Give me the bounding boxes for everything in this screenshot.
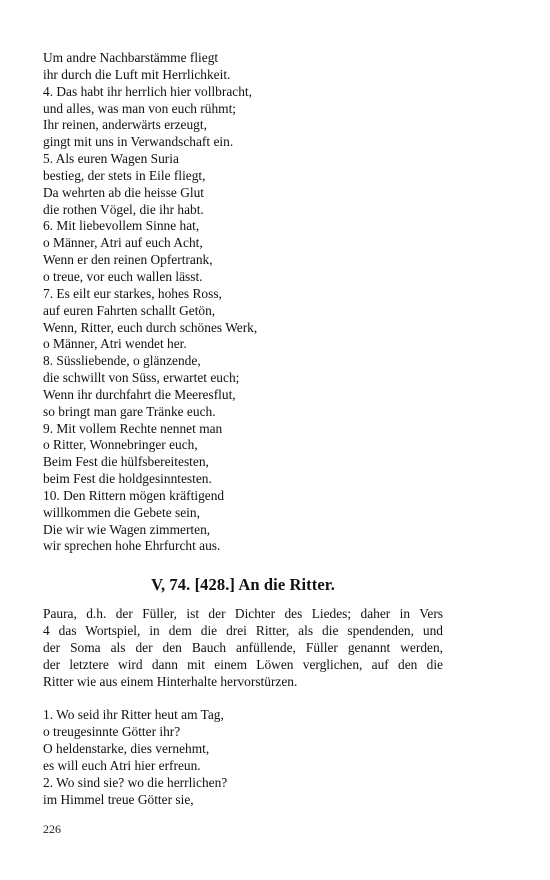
verse-line: 2. Wo sind sie? wo die herrlichen? (43, 774, 228, 790)
intro-line: Paura, d.h. der Füller, ist der Dichter des Liedes; daher in Vers (43, 606, 443, 622)
document-page (43, 50, 443, 808)
page-number: 226 (43, 822, 61, 836)
verse-line: 9. Mit vollem Rechte nennet man (43, 420, 223, 436)
verse-line: 8. Süssliebende, o glänzende, (43, 353, 201, 369)
verse-line: die schwillt von Süss, erwartet euch; (43, 370, 240, 386)
intro-line: der letztere wird dann mit einem Löwen verglichen, auf den die (43, 657, 443, 673)
verse-line: beim Fest die holdgesinntesten. (43, 471, 212, 487)
verse-line: O heldenstarke, dies vernehmt, (43, 741, 210, 756)
intro-line: 4 das Wortspiel, in dem die drei Ritter, als die spendenden, und (43, 623, 443, 639)
verse-line: es will euch Atri hier erfreun. (43, 757, 201, 773)
intro-line: der Soma als der den Bauch anfüllende, Füller genannt werden, (43, 640, 443, 656)
intro-line: Ritter wie aus einem Hinterhalte hervorstürzen. (43, 674, 298, 690)
verses-top (43, 50, 443, 555)
verse-line: und alles, was man von euch rühmt; (43, 100, 237, 116)
verse-line: Wenn er den reinen Opfertrank, (43, 252, 213, 268)
verse-line: o Männer, Atri wendet her. (43, 336, 187, 352)
verse-line: Wenn ihr durchfahrt die Meeresflut, (43, 386, 236, 402)
verses-bottom (43, 707, 443, 808)
verse-line: bestieg, der stets in Eile fliegt, (43, 167, 206, 183)
verse-line: 4. Das habt ihr herrlich hier vollbracht, (43, 83, 252, 99)
verse-line: die rothen Vögel, die ihr habt. (43, 201, 204, 217)
verse-line: o treugesinnte Götter ihr? (43, 724, 181, 740)
verse-line: Wenn, Ritter, euch durch schönes Werk, (43, 319, 258, 335)
section-heading: V, 74. [428.] An die Ritter. (151, 575, 335, 595)
verse-line: ihr durch die Luft mit Herrlichkeit. (43, 66, 231, 82)
verse-line: gingt mit uns in Verwandschaft ein. (43, 134, 234, 150)
verse-line: Ihr reinen, anderwärts erzeugt, (43, 117, 207, 133)
verse-line: im Himmel treue Götter sie, (43, 791, 194, 807)
verse-line: so bringt man gare Tränke euch. (43, 403, 216, 419)
verse-line: auf euren Fahrten schallt Getön, (43, 302, 216, 318)
verse-line: 10. Den Rittern mögen kräftigend (43, 487, 225, 503)
verse-line: 6. Mit liebevollem Sinne hat, (43, 218, 200, 234)
verse-line: Da wehrten ab die heisse Glut (43, 184, 205, 200)
verse-line: 5. Als euren Wagen Suria (43, 151, 179, 167)
verse-line: 1. Wo seid ihr Ritter heut am Tag, (43, 707, 224, 723)
verse-line: o Männer, Atri auf euch Acht, (43, 235, 203, 251)
verse-line: o Ritter, Wonnebringer euch, (43, 437, 198, 453)
verse-line: o treue, vor euch wallen lässt. (43, 268, 203, 284)
verse-line: Um andre Nachbarstämme fliegt (43, 50, 219, 65)
verse-line: wir sprechen hohe Ehrfurcht aus. (43, 538, 221, 554)
verse-line: Beim Fest die hülfsbereitesten, (43, 454, 209, 470)
intro-paragraph (43, 605, 443, 690)
verse-line: Die wir wie Wagen zimmerten, (43, 521, 211, 537)
verse-line: 7. Es eilt eur starkes, hohes Ross, (43, 285, 222, 301)
verse-line: willkommen die Gebete sein, (43, 504, 200, 520)
